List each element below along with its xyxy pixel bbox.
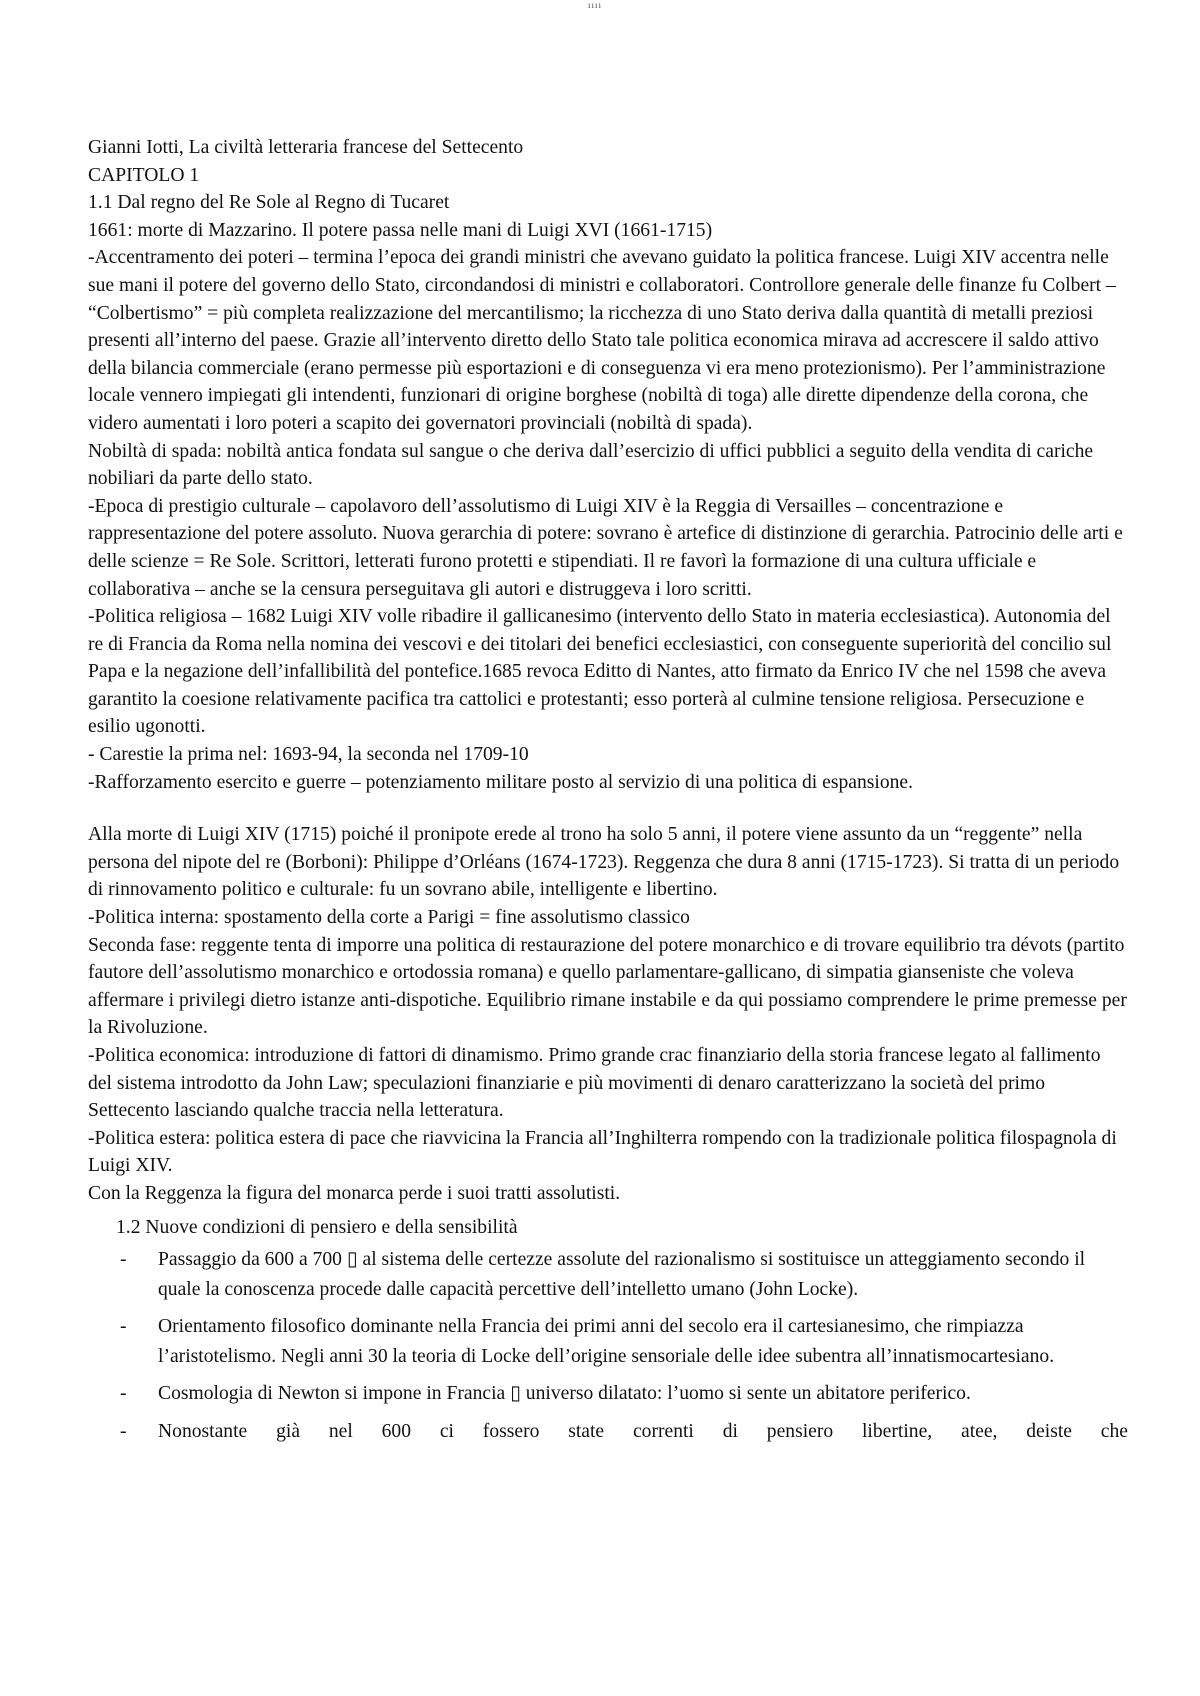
section-heading-1-2: 1.2 Nuove condizioni di pensiero e della sensibilità <box>116 1216 518 1238</box>
paragraph-gap <box>88 796 1128 821</box>
paragraph: -Politica interna: spostamento della corte a Parigi = fine assolutismo classico <box>88 907 690 929</box>
paragraph: -Rafforzamento esercito e guerre – potenziamento militare posto al servizio di una politica di espansione. <box>88 771 914 793</box>
document-title: Gianni Iotti, La civiltà letteraria francese del Settecento <box>88 137 524 158</box>
header-mark: ıııı <box>588 0 603 10</box>
bullet-dash: - <box>120 1249 127 1271</box>
list-item-text: Nonostante già nel 600 ci fossero state correnti di pensiero libertine, atee, deiste che <box>158 1420 1128 1442</box>
paragraph: -Politica religiosa – 1682 Luigi XIV volle ribadire il gallicanesimo (intervento dello Stato in materia ecclesiastica). Autonomia del re di Francia da Roma nella nomina dei vescovi e dei titolari dei benefici ecclesiastici, con conseguente superiorità del concilio sul Papa e la negazione dell’infallibilità del pontefice.1685 revoca Editto di Nantes, atto firmato da Enrico IV che nel 1598 che aveva garantito la coesione relativamente pacifica tra cattolici e protestanti; esso porterà al culmine tensione religiosa. Persecuzione e esilio ugonotti. <box>88 606 1112 738</box>
list-item-text: Passaggio da 600 a 700 ▯ al sistema delle certezze assolute del razionalismo si sostituisce un atteggiamento secondo il quale la conoscenza procede dalle capacità percettive dell’intelletto umano (John Locke). <box>158 1249 1086 1300</box>
paragraph: -Politica estera: politica estera di pace che riavvicina la Francia all’Inghilterra rompendo con la tradizionale politica filospagnola di Luigi XIV. <box>88 1127 1117 1177</box>
paragraph: -Politica economica: introduzione di fattori di dinamismo. Primo grande crac finanziario della storia francese legato al fallimento del sistema introdotto da John Law; speculazioni finanziarie e più movimenti di denaro caratterizzano la società del primo Settecento lasciando qualche traccia nella letteratura. <box>88 1045 1101 1122</box>
bullet-dash: - <box>120 1383 127 1405</box>
chapter-heading: CAPITOLO 1 <box>88 164 200 186</box>
section-heading-1-1: 1.1 Dal regno del Re Sole al Regno di Tucaret <box>88 192 450 214</box>
list-item-text: Cosmologia di Newton si impone in Francia ▯ universo dilatato: l’uomo si sente un abitatore periferico. <box>158 1383 971 1405</box>
list-item <box>88 1312 1128 1371</box>
list-item-text: Orientamento filosofico dominante nella Francia dei primi anni del secolo era il cartesianesimo, che rimpiazza l’aristotelismo. Negli anni 30 la teoria di Locke dell’origine sensoriale delle idee subentra all’innatismocartesiano. <box>158 1316 1055 1367</box>
bullet-dash: - <box>120 1420 127 1442</box>
bullet-dash: - <box>120 1316 127 1338</box>
paragraph: Nobiltà di spada: nobiltà antica fondata sul sangue o che deriva dall’esercizio di uffici pubblici a seguito della vendita di cariche nobiliari da parte dello stato. <box>88 440 1094 490</box>
document-body <box>88 134 1128 1454</box>
list-item <box>88 1379 1128 1409</box>
list-item <box>88 1245 1128 1304</box>
paragraph: 1661: morte di Mazzarino. Il potere passa nelle mani di Luigi XVI (1661-1715) <box>88 219 713 241</box>
paragraph: Seconda fase: reggente tenta di imporre una politica di restaurazione del potere monarchico e di trovare equilibrio tra dévots (partito fautore dell’assolutismo monarchico e ortodossia romana) e quello parlamentare-gallicano, di simpatia gianseniste che voleva affermare i privilegi dietro istanze anti-dispotiche. Equilibrio rimane instabile e da qui possiamo comprendere le prime premesse per la Rivoluzione. <box>88 934 1127 1039</box>
paragraph: Con la Reggenza la figura del monarca perde i suoi tratti assolutisti. <box>88 1182 621 1204</box>
bullet-list <box>88 1245 1128 1446</box>
list-item <box>88 1417 1128 1447</box>
paragraph: Alla morte di Luigi XIV (1715) poiché il pronipote erede al trono ha solo 5 anni, il potere viene assunto da un “reggente” nella persona del nipote del re (Borboni): Philippe d’Orléans (1674-1723). Reggenza che dura 8 anni (1715-1723). Si tratta di un periodo di rinnovamento politico e culturale: fu un sovrano abile, intelligente e libertino. <box>88 824 1120 901</box>
paragraph: - Carestie la prima nel: 1693-94, la seconda nel 1709-10 <box>88 744 529 766</box>
paragraph: -Accentramento dei poteri – termina l’epoca dei grandi ministri che avevano guidato la politica francese. Luigi XIV accentra nelle sue mani il potere del governo dello Stato, circondandosi di ministri e collaboratori. Controllore generale delle finanze fu Colbert – “Colbertismo” = più completa realizzazione del mercantilismo; la ricchezza di uno Stato deriva dalla quantità di metalli preziosi presenti all’interno del paese. Grazie all’intervento diretto dello Stato tale politica economica mirava ad accrescere il saldo attivo della bilancia commerciale (erano permesse più esportazioni e di conseguenza vi era meno protezionismo). Per l’amministrazione locale vennero impiegati gli intendenti, funzionari di origine borghese (nobiltà di toga) alle dirette dipendenze della corona, che videro aumentati i loro poteri a scapito dei governatori provinciali (nobiltà di spada). <box>88 247 1116 434</box>
paragraph: -Epoca di prestigio culturale – capolavoro dell’assolutismo di Luigi XIV è la Reggia di Versailles – concentrazione e rappresentazione del potere assoluto. Nuova gerarchia di potere: sovrano è artefice di distinzione di gerarchia. Patrocinio delle arti e delle scienze = Re Sole. Scrittori, letterati furono protetti e stipendiati. Il re favorì la formazione di una cultura ufficiale e collaborativa – anche se la censura perseguitava gli autori e distruggeva i loro scritti. <box>88 495 1123 600</box>
